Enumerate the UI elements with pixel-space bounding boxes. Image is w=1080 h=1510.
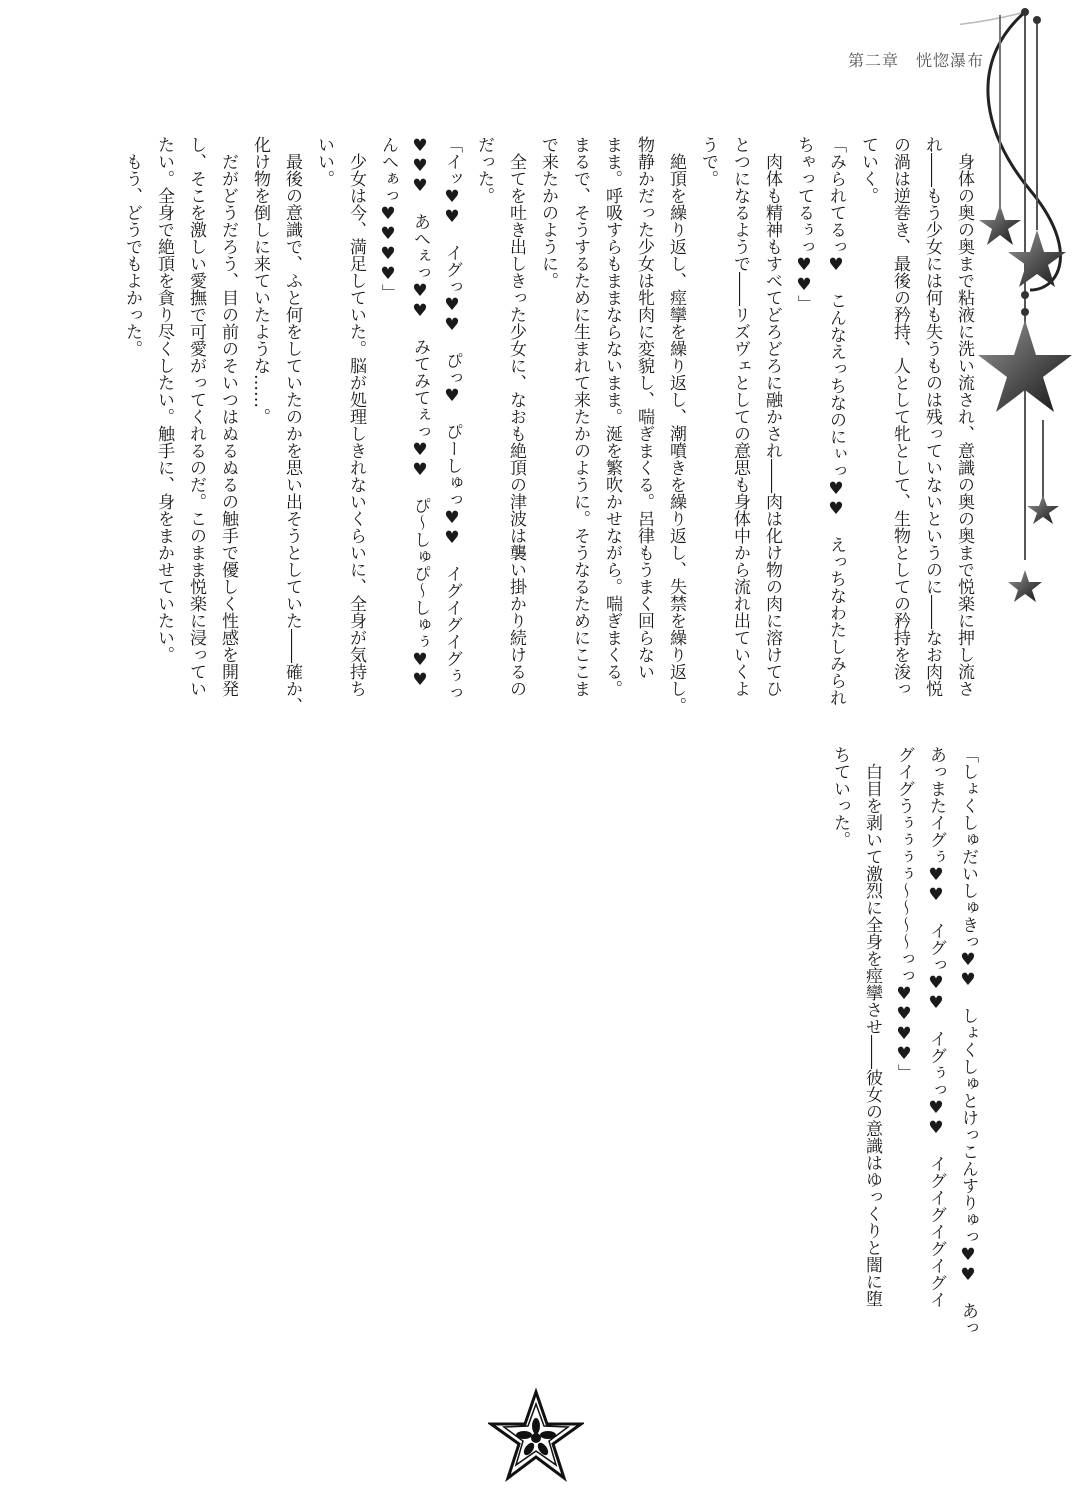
text-line: 白目を剥いて激烈に全身を痙攣させ――彼女の意識はゆっくりと闇に堕 bbox=[862, 746, 882, 1307]
text-line: 最後の意識で、ふと何をしていたのかを思い出そうとしていた――確か、 bbox=[282, 136, 302, 714]
text-line: ♥♥♥ あへぇっ♥♥ みてみてぇっ♥♥ ぴ～しゅぴ～しゅぅ♥♥ bbox=[410, 136, 430, 690]
text-line: だった。 bbox=[474, 136, 494, 204]
text-line: ちていった。 bbox=[830, 746, 850, 848]
text-line: うで。 bbox=[698, 136, 718, 187]
text-line: グイグうぅぅぅぅ～～～～っっ♥♥♥♥」 bbox=[894, 746, 914, 1081]
text-line: ていく。 bbox=[858, 136, 878, 204]
text-line: もう、どうでもよかった。 bbox=[122, 136, 142, 357]
text-line: で来たかのように。 bbox=[538, 136, 558, 289]
text-line: だがどうだろう、目の前のそいつはぬるぬるの触手で優しく性感を開発 bbox=[218, 136, 238, 697]
text-line: 「しょくしゅだいしゅきっ♥♥ しょくしゅとけっこんすりゅっ♥♥ あっ bbox=[958, 746, 978, 1336]
text-line: 物静かだった少女は牝肉に変貌し、喘ぎまくる。呂律もうまく回らない bbox=[634, 136, 654, 680]
text-line: れ――もう少女には何も失うものは残っていないというのに――なお肉悦 bbox=[922, 136, 942, 697]
text-line: 「イッ♥♥ イグっ♥♥ ぴっ♥ ぴーしゅっ♥♥ イグイグイグぅっ bbox=[442, 136, 462, 701]
text-line: 少女は今、満足していた。脳が処理しきれないくらいに、全身が気持ち bbox=[346, 136, 366, 697]
text-line: ちゃってるぅっ♥♥」 bbox=[794, 136, 814, 312]
text-line: 全てを吐き出しきった少女に、なおも絶頂の津波は襲い掛かり続けるの bbox=[506, 136, 526, 697]
text-line: あっまたイグぅ♥♥ イグっ♥♥ イグぅっ♥♥ イグイグイグイグイ bbox=[926, 746, 946, 1308]
text-line: 「みられてるっ♥ こんなえっちなのにぃっ♥♥ えっちなわたしみられ bbox=[826, 136, 846, 706]
text-line: の渦は逆巻き、最後の矜持、人として牝として、生物としての矜持を浚っ bbox=[890, 136, 910, 697]
text-line: たい。全身で絶頂を貪り尽くしたい。触手に、身をまかせていたい。 bbox=[154, 136, 174, 663]
text-line: 化け物を倒しに来ていたような……。 bbox=[250, 136, 270, 425]
text-line: 絶頂を繰り返し、痙攣を繰り返し、潮噴きを繰り返し、失禁を繰り返し。 bbox=[666, 136, 686, 714]
text-line: まるで、そうするために生まれて来たかのように。そうなるためにここま bbox=[570, 136, 590, 697]
body-text-bottom bbox=[824, 746, 984, 1346]
text-line: し、そこを激しい愛撫で可愛がってくれるのだ。このまま悦楽に浸ってい bbox=[186, 136, 206, 697]
text-line: 肉体も精神もすべてどろどろに融かされ――肉は化け物の肉に溶けてひ bbox=[762, 136, 782, 697]
text-line: とつになるようで――リズヴェとしての意思も身体中から流れ出ていくよ bbox=[730, 136, 750, 697]
floral-star-ornament-icon bbox=[488, 1388, 584, 1484]
body-text-top bbox=[116, 136, 980, 726]
text-line: まま。呼吸すらもままならないまま。涎を繁吹かせながら。喘ぎまくる。 bbox=[602, 136, 622, 697]
text-line: 身体の奥の奥まで粘液に洗い流され、意識の奥の奥まで悦楽に押し流さ bbox=[954, 136, 974, 697]
text-line: いい。 bbox=[314, 136, 334, 187]
text-line: んへぁっ♥♥♥♥」 bbox=[378, 136, 398, 301]
chapter-header: 第二章 恍惚瀑布 bbox=[848, 51, 985, 70]
